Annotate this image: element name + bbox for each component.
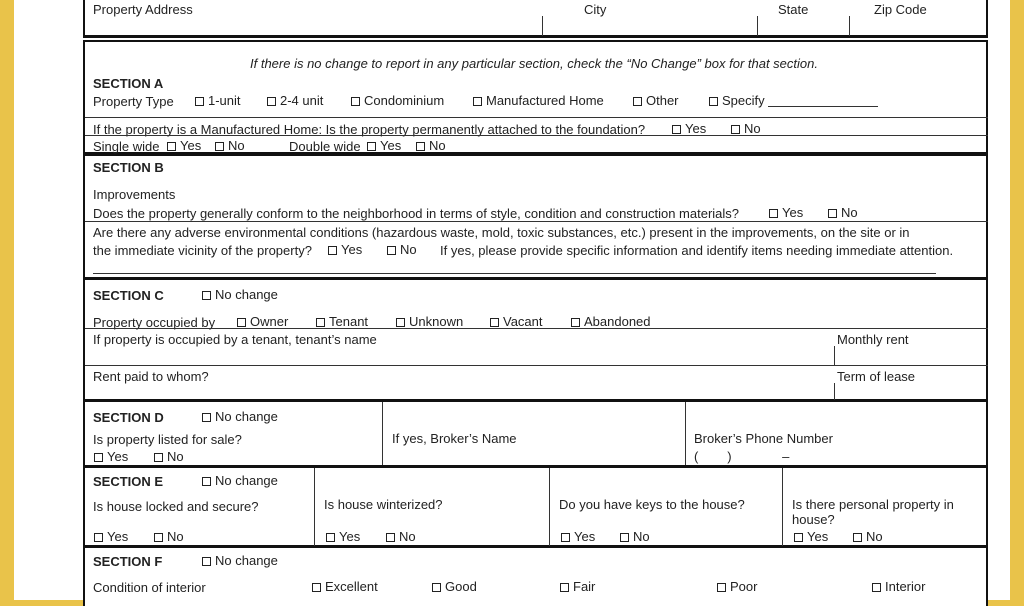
listed-yes-option[interactable]	[94, 450, 128, 463]
section-f-title: SECTION F	[93, 554, 163, 569]
type-manufactured-home-option[interactable]	[473, 94, 604, 107]
checkbox[interactable]	[195, 97, 204, 106]
divider	[757, 16, 758, 36]
adverse-question-line-1: Are there any adverse environmental conditions (hazardous waste, mold, toxic substances, etc.) present in the improvements, on the site or in	[93, 225, 910, 240]
city-label: City	[584, 2, 607, 17]
occupant-label: Abandoned	[584, 314, 651, 329]
address-section	[83, 0, 988, 38]
personal-property-question-line-2: house?	[792, 512, 835, 527]
occupant-vacant-option[interactable]	[490, 315, 543, 328]
section-e-title: SECTION E	[93, 474, 164, 489]
yes-label: Yes	[107, 529, 129, 544]
occupant-label: Owner	[250, 314, 289, 329]
form-page	[14, 0, 1010, 600]
divider	[542, 16, 543, 36]
condition-label: Fair	[573, 579, 596, 594]
yes-label: Yes	[574, 529, 596, 544]
property-type-label: Property Type	[93, 94, 174, 109]
conform-no-option[interactable]	[828, 206, 858, 219]
occupant-label: Unknown	[409, 314, 464, 329]
divider	[549, 468, 550, 546]
checkbox[interactable]	[237, 318, 246, 327]
winterized-yes-option[interactable]	[326, 530, 360, 543]
attached-yes-option[interactable]	[672, 122, 706, 135]
checkbox[interactable]	[620, 533, 629, 542]
checkbox[interactable]	[473, 97, 482, 106]
term-of-lease-label: Term of lease	[837, 369, 916, 384]
type-1-unit-option[interactable]	[195, 94, 241, 107]
section-e	[83, 466, 988, 548]
section-b	[83, 154, 988, 280]
checkbox[interactable]	[328, 246, 337, 255]
section-d-no-change-option[interactable]	[202, 410, 278, 423]
brokers-phone-field[interactable]: ( ) –	[694, 449, 790, 464]
no-label: No	[744, 121, 761, 136]
divider	[314, 468, 315, 546]
type-label: Specify	[722, 93, 765, 108]
section-b-title: SECTION B	[93, 160, 164, 175]
occupied-by-label: Property occupied by	[93, 315, 216, 330]
section-d	[83, 400, 988, 468]
double-wide-yes-option[interactable]	[367, 139, 401, 152]
condition-good-option[interactable]	[432, 580, 477, 593]
condition-excellent-option[interactable]	[312, 580, 378, 593]
type-condominium-option[interactable]	[351, 94, 444, 107]
no-label: No	[866, 529, 883, 544]
divider	[85, 117, 988, 118]
checkbox[interactable]	[387, 246, 396, 255]
section-c-no-change-option[interactable]	[202, 288, 278, 301]
brokers-name-label: If yes, Broker’s Name	[392, 431, 517, 446]
conform-yes-option[interactable]	[769, 206, 803, 219]
type-2-4-unit-option[interactable]	[267, 94, 323, 107]
condition-label: Poor	[730, 579, 758, 594]
checkbox[interactable]	[561, 533, 570, 542]
winterized-question: Is house winterized?	[324, 497, 443, 512]
adverse-question-line-2: the immediate vicinity of the property?	[93, 243, 312, 258]
conform-question: Does the property generally conform to the neighborhood in terms of style, condition and construction materials?	[93, 206, 740, 221]
type-specify-option[interactable]	[709, 94, 878, 107]
divider	[834, 346, 835, 365]
checkbox[interactable]	[560, 583, 569, 592]
checkbox[interactable]	[94, 533, 103, 542]
yes-label: Yes	[180, 138, 202, 153]
checkbox[interactable]	[396, 318, 405, 327]
condition-of-interior-label: Condition of interior	[93, 580, 206, 595]
yes-label: Yes	[341, 242, 363, 257]
listed-for-sale-question: Is property listed for sale?	[93, 432, 242, 447]
no-label: No	[228, 138, 245, 153]
property-address-label: Property Address	[93, 2, 193, 17]
checkbox[interactable]	[386, 533, 395, 542]
condition-label: Excellent	[325, 579, 378, 594]
yes-label: Yes	[339, 529, 361, 544]
checkbox[interactable]	[709, 97, 718, 106]
checkbox[interactable]	[853, 533, 862, 542]
single-wide-yes-option[interactable]	[167, 139, 201, 152]
yes-label: Yes	[107, 449, 129, 464]
keys-no-option[interactable]	[620, 530, 650, 543]
checkbox[interactable]	[731, 125, 740, 134]
personal-property-yes-option[interactable]	[794, 530, 828, 543]
adverse-yes-option[interactable]	[328, 243, 362, 256]
type-label: Condominium	[364, 93, 445, 108]
yes-label: Yes	[380, 138, 402, 153]
details-writing-line[interactable]	[93, 273, 936, 274]
type-label: 1-unit	[208, 93, 241, 108]
listed-no-option[interactable]	[154, 450, 184, 463]
manufactured-question: If the property is a Manufactured Home: Is the property permanently attached to the foundation?	[93, 122, 646, 137]
checkbox[interactable]	[872, 583, 881, 592]
no-label: No	[841, 205, 858, 220]
divider	[382, 402, 383, 465]
type-label: 2-4 unit	[280, 93, 324, 108]
single-wide-label: Single wide	[93, 139, 160, 154]
winterized-no-option[interactable]	[386, 530, 416, 543]
single-wide-no-option[interactable]	[215, 139, 245, 152]
property-inspection-form	[83, 0, 992, 600]
condition-interior-option[interactable]	[872, 580, 925, 593]
checkbox[interactable]	[202, 557, 211, 566]
checkbox[interactable]	[215, 142, 224, 151]
attached-no-option[interactable]	[731, 122, 761, 135]
improvements-label: Improvements	[93, 187, 176, 202]
divider	[834, 383, 835, 401]
checkbox[interactable]	[94, 453, 103, 462]
checkbox[interactable]	[351, 97, 360, 106]
keys-yes-option[interactable]	[561, 530, 595, 543]
occupant-unknown-option[interactable]	[396, 315, 463, 328]
keys-question: Do you have keys to the house?	[559, 497, 745, 512]
tenant-name-label: If property is occupied by a tenant, tenant’s name	[93, 332, 377, 347]
checkbox[interactable]	[769, 209, 778, 218]
checkbox[interactable]	[490, 318, 499, 327]
checkbox[interactable]	[326, 533, 335, 542]
checkbox[interactable]	[316, 318, 325, 327]
divider	[849, 16, 850, 36]
condition-poor-option[interactable]	[717, 580, 757, 593]
state-label: State	[778, 2, 809, 17]
occupant-label: Tenant	[329, 314, 369, 329]
checkbox[interactable]	[202, 413, 211, 422]
checkbox[interactable]	[267, 97, 276, 106]
yes-label: Yes	[685, 121, 707, 136]
checkbox[interactable]	[717, 583, 726, 592]
checkbox[interactable]	[672, 125, 681, 134]
no-change-label: No change	[215, 287, 278, 302]
no-label: No	[167, 529, 184, 544]
type-label: Other	[646, 93, 679, 108]
checkbox[interactable]	[312, 583, 321, 592]
checkbox[interactable]	[202, 477, 211, 486]
checkbox[interactable]	[154, 533, 163, 542]
checkbox[interactable]	[432, 583, 441, 592]
no-change-label: No change	[215, 473, 278, 488]
no-label: No	[429, 138, 446, 153]
no-change-label: No change	[215, 409, 278, 424]
double-wide-no-option[interactable]	[416, 139, 446, 152]
locked-yes-option[interactable]	[94, 530, 128, 543]
no-label: No	[167, 449, 184, 464]
checkbox[interactable]	[367, 142, 376, 151]
occupant-abandoned-option[interactable]	[571, 315, 651, 328]
no-change-label: No change	[215, 553, 278, 568]
condition-label: Good	[445, 579, 477, 594]
checkbox[interactable]	[828, 209, 837, 218]
occupant-owner-option[interactable]	[237, 315, 288, 328]
no-label: No	[400, 242, 417, 257]
divider	[85, 221, 988, 222]
section-f-no-change-option[interactable]	[202, 554, 278, 567]
divider	[85, 328, 988, 329]
instructions-text: If there is no change to report in any particular section, check the “No Change” box for that section.	[250, 56, 818, 71]
occupant-tenant-option[interactable]	[316, 315, 368, 328]
section-c	[83, 278, 988, 402]
section-a	[83, 40, 988, 155]
section-f	[83, 546, 988, 606]
checkbox[interactable]	[167, 142, 176, 151]
section-a-title: SECTION A	[93, 76, 164, 91]
divider	[685, 402, 686, 465]
divider	[85, 365, 988, 366]
checkbox[interactable]	[633, 97, 642, 106]
specify-field[interactable]	[768, 95, 878, 107]
locked-no-option[interactable]	[154, 530, 184, 543]
no-label: No	[633, 529, 650, 544]
adverse-no-option[interactable]	[387, 243, 417, 256]
zip-code-label: Zip Code	[874, 2, 927, 17]
condition-fair-option[interactable]	[560, 580, 595, 593]
checkbox[interactable]	[416, 142, 425, 151]
checkbox[interactable]	[154, 453, 163, 462]
rent-paid-label: Rent paid to whom?	[93, 369, 209, 384]
type-label: Manufactured Home	[486, 93, 604, 108]
personal-property-no-option[interactable]	[853, 530, 883, 543]
type-other-option[interactable]	[633, 94, 679, 107]
section-e-no-change-option[interactable]	[202, 474, 278, 487]
monthly-rent-label: Monthly rent	[837, 332, 909, 347]
checkbox[interactable]	[794, 533, 803, 542]
divider	[85, 135, 988, 136]
checkbox[interactable]	[202, 291, 211, 300]
locked-question: Is house locked and secure?	[93, 499, 259, 514]
condition-label: Interior	[885, 579, 926, 594]
personal-property-question-line-1: Is there personal property in	[792, 497, 954, 512]
occupant-label: Vacant	[503, 314, 543, 329]
adverse-followup-text: If yes, please provide specific information and identify items needing immediate attention.	[440, 243, 954, 258]
checkbox[interactable]	[571, 318, 580, 327]
section-c-title: SECTION C	[93, 288, 164, 303]
double-wide-label: Double wide	[289, 139, 361, 154]
no-label: No	[399, 529, 416, 544]
yes-label: Yes	[807, 529, 829, 544]
section-d-title: SECTION D	[93, 410, 164, 425]
brokers-phone-label: Broker’s Phone Number	[694, 431, 833, 446]
yes-label: Yes	[782, 205, 804, 220]
divider	[782, 468, 783, 546]
